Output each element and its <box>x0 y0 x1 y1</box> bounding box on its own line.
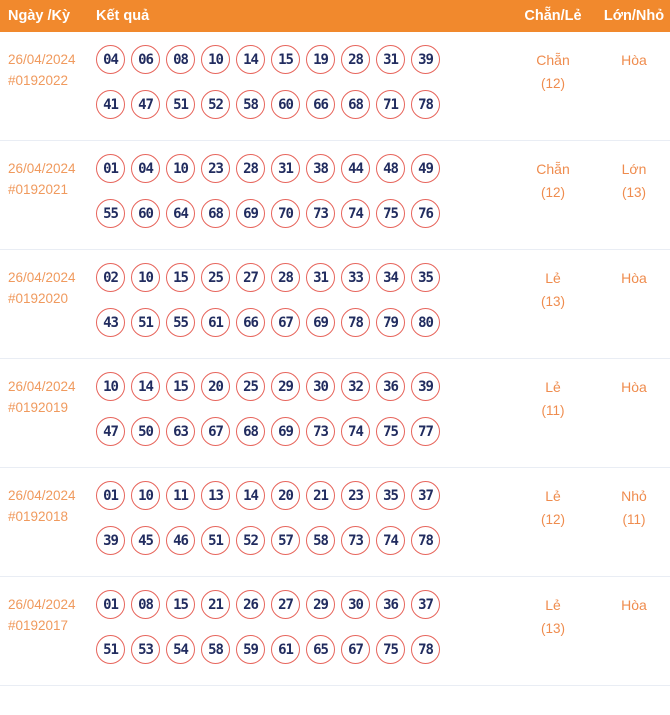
number-ball: 61 <box>271 635 300 664</box>
number-ball: 67 <box>341 635 370 664</box>
draw-info-cell <box>0 154 88 228</box>
number-ball: 69 <box>236 199 265 228</box>
even-odd-cell <box>508 45 598 119</box>
number-ball: 43 <box>96 308 125 337</box>
numbers-line <box>96 199 508 228</box>
number-ball: 58 <box>306 526 335 555</box>
number-ball: 32 <box>341 372 370 401</box>
number-ball: 35 <box>376 481 405 510</box>
result-row <box>0 141 670 250</box>
number-ball: 02 <box>96 263 125 292</box>
header-big-small: Lớn/Nhỏ <box>603 8 665 24</box>
numbers-line <box>96 481 508 510</box>
draw-id: #0192017 <box>8 618 69 633</box>
number-ball: 28 <box>341 45 370 74</box>
number-ball: 65 <box>306 635 335 664</box>
parity-count: (12) <box>540 185 565 200</box>
result-row <box>0 577 670 686</box>
number-ball: 74 <box>341 199 370 228</box>
number-ball: 37 <box>411 481 440 510</box>
number-ball: 34 <box>376 263 405 292</box>
number-ball: 39 <box>96 526 125 555</box>
number-ball: 25 <box>201 263 230 292</box>
parity-value: Lẻ <box>545 270 561 286</box>
number-ball: 67 <box>271 308 300 337</box>
number-ball: 63 <box>166 417 195 446</box>
number-ball: 68 <box>236 417 265 446</box>
size-value: Lớn <box>621 161 647 177</box>
draw-info-cell <box>0 372 88 446</box>
number-ball: 04 <box>96 45 125 74</box>
number-ball: 21 <box>306 481 335 510</box>
even-odd-cell <box>508 372 598 446</box>
result-row <box>0 250 670 359</box>
number-ball: 47 <box>131 90 160 119</box>
numbers-line <box>96 372 508 401</box>
number-ball: 66 <box>236 308 265 337</box>
number-ball: 49 <box>411 154 440 183</box>
number-ball: 79 <box>376 308 405 337</box>
number-ball: 73 <box>306 199 335 228</box>
number-ball: 74 <box>376 526 405 555</box>
number-ball: 08 <box>131 590 160 619</box>
number-ball: 31 <box>376 45 405 74</box>
number-ball: 68 <box>201 199 230 228</box>
number-ball: 68 <box>341 90 370 119</box>
even-odd-cell <box>508 590 598 664</box>
number-ball: 10 <box>131 481 160 510</box>
number-ball: 27 <box>271 590 300 619</box>
size-value: Hòa <box>621 270 647 286</box>
number-ball: 46 <box>166 526 195 555</box>
size-value: Hòa <box>621 379 647 395</box>
size-count: (11) <box>622 512 646 527</box>
parity-count: (11) <box>541 403 565 418</box>
number-ball: 73 <box>341 526 370 555</box>
result-row <box>0 359 670 468</box>
numbers-cell <box>88 45 508 119</box>
number-ball: 51 <box>166 90 195 119</box>
parity-value: Chẵn <box>536 161 570 177</box>
number-ball: 69 <box>306 308 335 337</box>
number-ball: 80 <box>411 308 440 337</box>
size-value: Nhỏ <box>621 488 647 504</box>
header-result: Kết quả <box>96 8 150 24</box>
number-ball: 57 <box>271 526 300 555</box>
number-ball: 78 <box>411 526 440 555</box>
number-ball: 36 <box>376 372 405 401</box>
number-ball: 28 <box>236 154 265 183</box>
number-ball: 35 <box>411 263 440 292</box>
parity-value: Lẻ <box>545 379 561 395</box>
numbers-line <box>96 635 508 664</box>
number-ball: 14 <box>131 372 160 401</box>
number-ball: 28 <box>271 263 300 292</box>
parity-value: Lẻ <box>545 488 561 504</box>
number-ball: 78 <box>411 90 440 119</box>
parity-count: (13) <box>540 621 565 636</box>
number-ball: 30 <box>306 372 335 401</box>
number-ball: 08 <box>166 45 195 74</box>
number-ball: 01 <box>96 590 125 619</box>
number-ball: 19 <box>306 45 335 74</box>
number-ball: 20 <box>271 481 300 510</box>
number-ball: 69 <box>271 417 300 446</box>
number-ball: 15 <box>166 372 195 401</box>
number-ball: 31 <box>271 154 300 183</box>
draw-id: #0192018 <box>8 509 69 524</box>
numbers-cell <box>88 590 508 664</box>
big-small-cell <box>598 590 670 664</box>
numbers-line <box>96 526 508 555</box>
header-even-odd: Chẵn/Lẻ <box>524 8 582 24</box>
number-ball: 33 <box>341 263 370 292</box>
number-ball: 01 <box>96 154 125 183</box>
number-ball: 66 <box>306 90 335 119</box>
number-ball: 51 <box>96 635 125 664</box>
parity-value: Chẵn <box>536 52 570 68</box>
size-value: Hòa <box>621 597 647 613</box>
number-ball: 39 <box>411 372 440 401</box>
draw-id: #0192021 <box>8 182 69 197</box>
number-ball: 55 <box>96 199 125 228</box>
number-ball: 21 <box>201 590 230 619</box>
draw-date: 26/04/2024 <box>8 379 76 394</box>
number-ball: 52 <box>201 90 230 119</box>
number-ball: 15 <box>271 45 300 74</box>
number-ball: 20 <box>201 372 230 401</box>
draw-info-cell <box>0 45 88 119</box>
numbers-cell <box>88 154 508 228</box>
number-ball: 15 <box>166 263 195 292</box>
numbers-line <box>96 263 508 292</box>
draw-date: 26/04/2024 <box>8 270 76 285</box>
draw-date: 26/04/2024 <box>8 488 76 503</box>
number-ball: 77 <box>411 417 440 446</box>
results-table-body <box>0 32 670 686</box>
number-ball: 75 <box>376 635 405 664</box>
number-ball: 76 <box>411 199 440 228</box>
number-ball: 59 <box>236 635 265 664</box>
number-ball: 52 <box>236 526 265 555</box>
number-ball: 53 <box>131 635 160 664</box>
result-row <box>0 468 670 577</box>
big-small-cell <box>598 481 670 555</box>
number-ball: 06 <box>131 45 160 74</box>
even-odd-cell <box>508 154 598 228</box>
numbers-cell <box>88 372 508 446</box>
draw-info-cell <box>0 590 88 664</box>
number-ball: 55 <box>166 308 195 337</box>
number-ball: 13 <box>201 481 230 510</box>
number-ball: 60 <box>271 90 300 119</box>
number-ball: 60 <box>131 199 160 228</box>
big-small-cell <box>598 263 670 337</box>
even-odd-cell <box>508 263 598 337</box>
results-table-header <box>0 0 670 32</box>
numbers-line <box>96 154 508 183</box>
number-ball: 44 <box>341 154 370 183</box>
number-ball: 23 <box>201 154 230 183</box>
number-ball: 73 <box>306 417 335 446</box>
draw-date: 26/04/2024 <box>8 52 76 67</box>
number-ball: 41 <box>96 90 125 119</box>
draw-id: #0192019 <box>8 400 69 415</box>
big-small-cell <box>598 372 670 446</box>
number-ball: 15 <box>166 590 195 619</box>
number-ball: 10 <box>201 45 230 74</box>
number-ball: 01 <box>96 481 125 510</box>
parity-value: Lẻ <box>545 597 561 613</box>
number-ball: 67 <box>201 417 230 446</box>
number-ball: 58 <box>236 90 265 119</box>
size-value: Hòa <box>621 52 647 68</box>
number-ball: 38 <box>306 154 335 183</box>
number-ball: 70 <box>271 199 300 228</box>
number-ball: 36 <box>376 590 405 619</box>
size-count: (13) <box>621 185 646 200</box>
header-date-period: Ngày /Kỳ <box>8 8 71 24</box>
number-ball: 31 <box>306 263 335 292</box>
draw-id: #0192020 <box>8 291 69 306</box>
numbers-cell <box>88 263 508 337</box>
number-ball: 58 <box>201 635 230 664</box>
number-ball: 45 <box>131 526 160 555</box>
numbers-cell <box>88 481 508 555</box>
even-odd-cell <box>508 481 598 555</box>
numbers-line <box>96 90 508 119</box>
number-ball: 37 <box>411 590 440 619</box>
numbers-line <box>96 417 508 446</box>
number-ball: 14 <box>236 45 265 74</box>
draw-info-cell <box>0 263 88 337</box>
draw-id: #0192022 <box>8 73 69 88</box>
parity-count: (13) <box>540 294 565 309</box>
number-ball: 10 <box>166 154 195 183</box>
numbers-line <box>96 45 508 74</box>
parity-count: (12) <box>540 76 565 91</box>
number-ball: 51 <box>131 308 160 337</box>
number-ball: 48 <box>376 154 405 183</box>
parity-count: (12) <box>540 512 565 527</box>
number-ball: 71 <box>376 90 405 119</box>
number-ball: 25 <box>236 372 265 401</box>
number-ball: 61 <box>201 308 230 337</box>
draw-date: 26/04/2024 <box>8 161 76 176</box>
number-ball: 50 <box>131 417 160 446</box>
number-ball: 47 <box>96 417 125 446</box>
number-ball: 11 <box>166 481 195 510</box>
result-row <box>0 32 670 141</box>
number-ball: 14 <box>236 481 265 510</box>
big-small-cell <box>598 45 670 119</box>
number-ball: 78 <box>411 635 440 664</box>
number-ball: 78 <box>341 308 370 337</box>
number-ball: 29 <box>271 372 300 401</box>
numbers-line <box>96 308 508 337</box>
number-ball: 30 <box>341 590 370 619</box>
draw-date: 26/04/2024 <box>8 597 76 612</box>
number-ball: 75 <box>376 417 405 446</box>
number-ball: 51 <box>201 526 230 555</box>
number-ball: 10 <box>96 372 125 401</box>
number-ball: 04 <box>131 154 160 183</box>
number-ball: 29 <box>306 590 335 619</box>
number-ball: 64 <box>166 199 195 228</box>
number-ball: 74 <box>341 417 370 446</box>
numbers-line <box>96 590 508 619</box>
number-ball: 54 <box>166 635 195 664</box>
number-ball: 27 <box>236 263 265 292</box>
number-ball: 75 <box>376 199 405 228</box>
draw-info-cell <box>0 481 88 555</box>
number-ball: 39 <box>411 45 440 74</box>
big-small-cell <box>598 154 670 228</box>
number-ball: 26 <box>236 590 265 619</box>
number-ball: 23 <box>341 481 370 510</box>
number-ball: 10 <box>131 263 160 292</box>
